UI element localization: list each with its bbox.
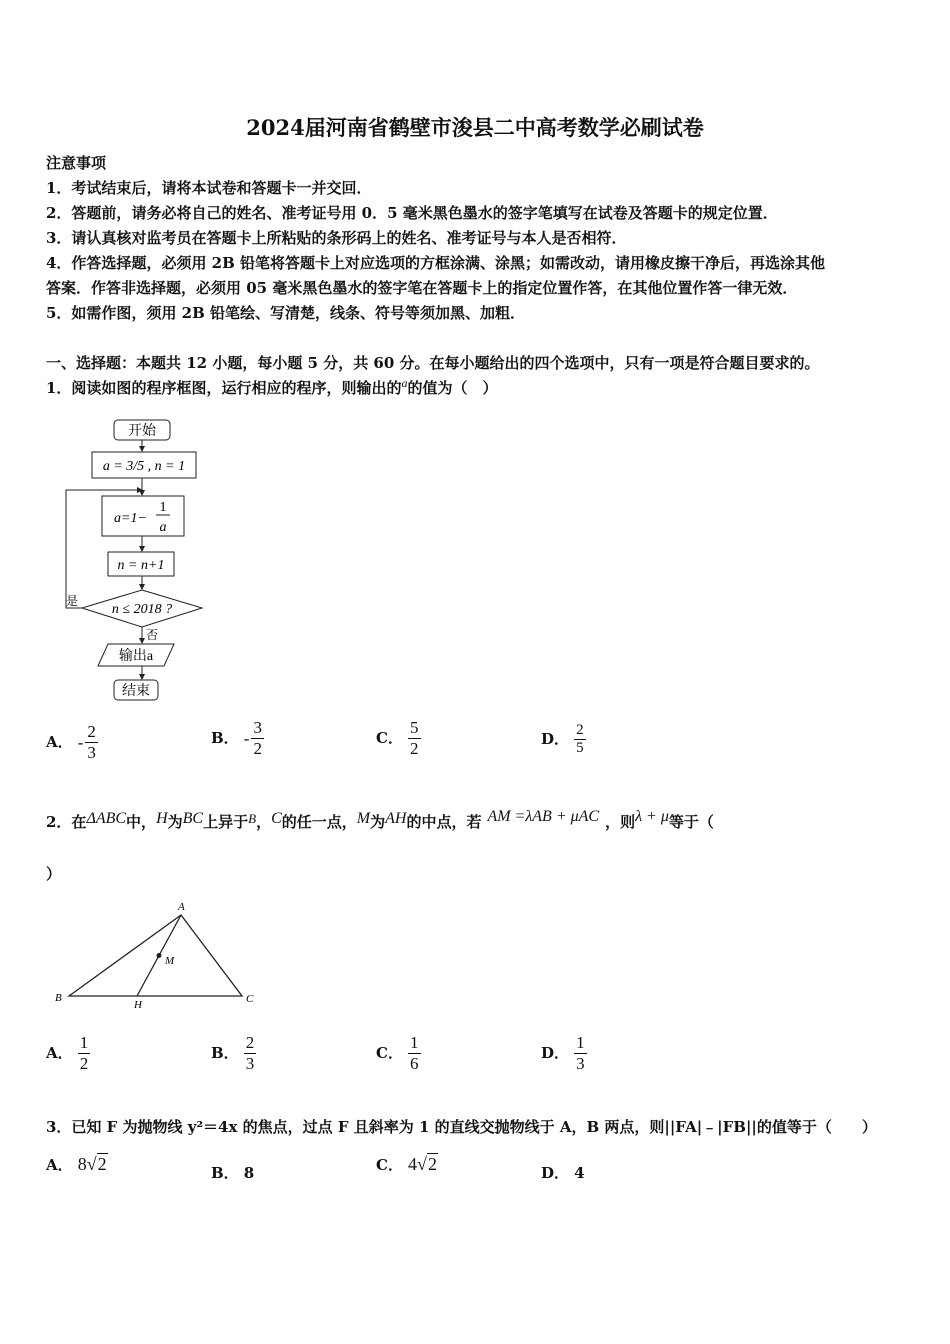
point-a-label: A (178, 901, 185, 913)
notice-item: 1．考试结束后，请将本试卷和答题卡一并交回． (46, 179, 372, 197)
fraction-numerator: 1 (79, 1033, 89, 1052)
fraction-numerator: 5 (410, 718, 419, 737)
option-label: C． (376, 1156, 403, 1174)
q2-option-d[interactable] (541, 1033, 587, 1074)
fraction-numerator: 2 (87, 722, 96, 741)
option-radical: 4√2 (408, 1154, 437, 1174)
option-fraction (574, 1033, 587, 1074)
q2-text-part: ，则 (605, 813, 636, 831)
option-label: D． (541, 730, 570, 748)
question-1-text (46, 376, 497, 398)
fraction-denominator: 2 (410, 739, 419, 758)
fraction-numerator: 1 (410, 1033, 419, 1052)
fraction-numerator: 2 (245, 1033, 255, 1052)
q2-option-a[interactable] (46, 1033, 90, 1074)
option-fraction (78, 1033, 91, 1074)
fraction-denominator: 5 (576, 740, 584, 756)
point-c-label: C (246, 993, 254, 1005)
option-fraction (251, 718, 264, 759)
fraction-denominator: 3 (87, 743, 96, 762)
point-h-label: H (134, 999, 142, 1011)
option-fraction (244, 1033, 257, 1074)
q2-math: ΔABC (86, 810, 127, 827)
option-radical: 8√2 (77, 1154, 107, 1174)
option-value: 4 (574, 1164, 585, 1182)
radicand: 2 (427, 1154, 437, 1174)
section-heading: 一、选择题：本题共 12 小题，每小题 5 分，共 60 分。在每小题给出的四个选项中，只有一项是符合题目要求的。 (46, 354, 820, 372)
q2-math: M (356, 810, 371, 827)
option-label: D． (541, 1044, 570, 1062)
q2-math: λ + μ (635, 808, 669, 825)
q1-var: a (401, 376, 408, 390)
option-label: B． (211, 729, 239, 747)
fraction-numerator: 3 (253, 718, 262, 737)
q2-math: AH (385, 810, 407, 827)
flow-init-label: a = 3/5 , n = 1 (102, 459, 186, 474)
flowchart-figure (60, 415, 220, 710)
fraction-denominator: 3 (576, 1054, 585, 1073)
page-title: 2024届河南省鹤壁市浚县二中高考数学必刷试卷 (246, 115, 704, 140)
radicand: 2 (97, 1154, 107, 1174)
flow-yes-label: 是 (66, 594, 79, 608)
flow-end-label: 结束 (122, 684, 150, 699)
q2-close-paren: ） (46, 865, 62, 883)
option-label: C． (376, 729, 403, 747)
q2-text-part: 2．在 (46, 813, 87, 831)
option-fraction (574, 722, 586, 757)
q3-option-c[interactable] (376, 1154, 438, 1175)
fraction-denominator: 6 (410, 1054, 419, 1073)
q1-text-part: 1．阅读如图的程序框图，运行相应的程序，则输出的 (46, 379, 402, 397)
radical-coefficient: 8 (77, 1154, 87, 1174)
q2-math: BC (182, 810, 204, 827)
q2-math: B (248, 811, 257, 826)
option-fraction (85, 722, 98, 763)
fraction-denominator: 2 (253, 739, 262, 758)
option-label: A． (46, 733, 73, 751)
option-label: B． (211, 1164, 239, 1182)
q1-option-a[interactable] (46, 722, 98, 763)
q2-option-c[interactable] (376, 1033, 421, 1074)
flow-assign-n-label: n = n+1 (117, 558, 165, 573)
q2-option-b[interactable] (211, 1033, 256, 1074)
flow-condition-label: n ≤ 2018 ? (111, 602, 173, 617)
point-b-label: B (55, 992, 62, 1004)
point-m-label: M (165, 955, 175, 967)
q2-math: AM =λAB + μAC (487, 808, 600, 825)
radical-coefficient: 4 (408, 1154, 418, 1174)
q2-text-part: 的任一点， (281, 813, 357, 831)
q2-math: C (271, 810, 282, 827)
notice-item: 3．请认真核对监考员在答题卡上所粘贴的条形码上的姓名、准考证号与本人是否相符． (46, 229, 627, 247)
option-fraction (408, 718, 421, 759)
q3-option-d[interactable] (541, 1162, 585, 1183)
notice-heading: 注意事项 (46, 154, 107, 172)
flow-assign-a-den: a (159, 520, 167, 535)
option-sign: - (243, 728, 250, 748)
notice-item: 答案．作答非选择题，必须用 05 毫米黑色墨水的签字笔在答题卡上的指定位置作答，在其他位置作答一律无效． (46, 279, 798, 297)
flow-assign-a-lhs: a=1− (114, 511, 147, 526)
option-label: B． (211, 1044, 239, 1062)
q3-option-a[interactable] (46, 1154, 108, 1175)
q2-text-part: 等于（ (668, 813, 714, 831)
flow-output-label: 输出a (118, 649, 154, 664)
q2-text-part: 的中点，若 (406, 813, 482, 831)
q2-text-part: 为 (370, 813, 386, 831)
q2-text-part: 上异于 (203, 813, 249, 831)
q1-option-c[interactable] (376, 718, 421, 759)
fraction-numerator: 2 (576, 722, 584, 738)
q2-math: H (156, 810, 168, 827)
q1-text-part: 的值为（ ） (407, 379, 498, 397)
option-value: 8 (243, 1164, 255, 1182)
option-label: A． (46, 1156, 73, 1174)
q2-text-part: ， (256, 813, 272, 831)
flow-assign-a-num: 1 (159, 500, 167, 515)
q1-option-b[interactable] (211, 718, 264, 759)
question-2-text (46, 808, 714, 832)
triangle-figure (48, 898, 268, 1013)
fraction-numerator: 1 (576, 1033, 585, 1052)
option-label: A． (46, 1044, 73, 1062)
option-sign: - (77, 732, 84, 752)
notice-item: 4．作答选择题，必须用 2B 铅笔将答题卡上对应选项的方框涂满、涂黑；如需改动，请用橡皮擦干净后，再选涂其他 (46, 254, 826, 272)
fraction-denominator: 2 (79, 1054, 89, 1073)
option-label: C． (376, 1044, 403, 1062)
q2-text-part: 中， (126, 813, 157, 831)
notice-item: 5．如需作图，须用 2B 铅笔绘、写清楚，线条、符号等须加黑、加粗． (46, 304, 525, 322)
q1-option-d[interactable] (541, 722, 586, 757)
flow-no-label: 否 (146, 628, 159, 642)
option-fraction (408, 1033, 421, 1074)
notice-item: 2．答题前，请务必将自己的姓名、准考证号用 0．5 毫米黑色墨水的签字笔填写在试卷及答题卡的规定位置． (46, 204, 778, 222)
q2-text-part: 为 (167, 813, 183, 831)
fraction-denominator: 3 (245, 1054, 255, 1073)
question-3-text: 3．已知 F 为抛物线 y²＝4x 的焦点，过点 F 且斜率为 1 的直线交抛物线于 A，B 两点，则||FA|﹣|FB||的值等于（ ） (46, 1118, 877, 1136)
flow-start-label: 开始 (128, 424, 156, 439)
option-label: D． (541, 1164, 570, 1182)
q3-option-b[interactable] (211, 1162, 254, 1183)
